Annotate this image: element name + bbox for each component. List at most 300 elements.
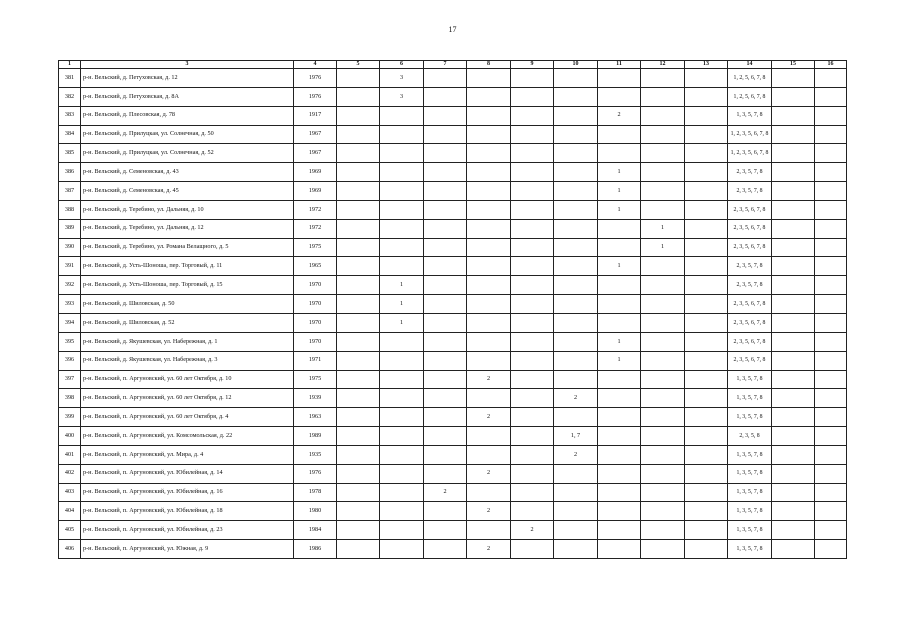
cell-col-8 (467, 427, 511, 446)
cell-col-1: 391 (59, 257, 81, 276)
cell-col-13 (685, 219, 728, 238)
cell-col-7 (424, 295, 467, 314)
cell-col-1: 383 (59, 106, 81, 125)
column-header-16: 16 (815, 61, 847, 69)
table-row (59, 106, 847, 125)
table-header-row (59, 61, 847, 69)
cell-col-7 (424, 257, 467, 276)
cell-col-1: 399 (59, 408, 81, 427)
cell-col-1: 402 (59, 464, 81, 483)
cell-col-10 (554, 87, 598, 106)
table-row (59, 257, 847, 276)
cell-col-15 (772, 483, 815, 502)
cell-col-16 (815, 276, 847, 295)
cell-col-14: 1, 3, 5, 7, 8 (728, 521, 772, 540)
cell-col-14: 2, 3, 5, 7, 8 (728, 163, 772, 182)
cell-col-11 (598, 370, 641, 389)
cell-col-12 (641, 295, 685, 314)
cell-col-14: 2, 3, 5, 7, 8 (728, 182, 772, 201)
cell-col-14: 2, 3, 5, 6, 7, 8 (728, 351, 772, 370)
cell-col-12 (641, 125, 685, 144)
cell-col-4: 1970 (294, 313, 337, 332)
cell-col-11 (598, 69, 641, 88)
cell-col-15 (772, 502, 815, 521)
cell-col-3: р-н. Вельский, п. Аргуновский, ул. Юбилейная, д. 23 (81, 521, 294, 540)
cell-col-3: р-н. Вельский, д. Плесовская, д. 78 (81, 106, 294, 125)
cell-col-3: р-н. Вельский, д. Прилуцкая, ул. Солнечная, д. 50 (81, 125, 294, 144)
cell-col-1: 397 (59, 370, 81, 389)
cell-col-6 (380, 125, 424, 144)
table-row (59, 295, 847, 314)
cell-col-4: 1989 (294, 427, 337, 446)
cell-col-7 (424, 125, 467, 144)
cell-col-15 (772, 313, 815, 332)
column-header-11: 11 (598, 61, 641, 69)
cell-col-9 (511, 332, 554, 351)
cell-col-7 (424, 540, 467, 559)
cell-col-10 (554, 125, 598, 144)
column-header-8: 8 (467, 61, 511, 69)
cell-col-10 (554, 370, 598, 389)
cell-col-9 (511, 483, 554, 502)
cell-col-16 (815, 521, 847, 540)
cell-col-12 (641, 313, 685, 332)
cell-col-4: 1971 (294, 351, 337, 370)
cell-col-8 (467, 69, 511, 88)
cell-col-12 (641, 276, 685, 295)
cell-col-8: 2 (467, 464, 511, 483)
cell-col-10 (554, 295, 598, 314)
cell-col-6 (380, 370, 424, 389)
cell-col-12 (641, 483, 685, 502)
cell-col-6 (380, 163, 424, 182)
cell-col-13 (685, 313, 728, 332)
cell-col-5 (337, 69, 380, 88)
cell-col-1: 390 (59, 238, 81, 257)
cell-col-6 (380, 427, 424, 446)
cell-col-9 (511, 69, 554, 88)
cell-col-6 (380, 144, 424, 163)
page-number: 17 (448, 25, 457, 34)
cell-col-9 (511, 182, 554, 201)
table-row (59, 219, 847, 238)
cell-col-8 (467, 106, 511, 125)
cell-col-7: 2 (424, 483, 467, 502)
cell-col-1: 398 (59, 389, 81, 408)
cell-col-1: 403 (59, 483, 81, 502)
table-row (59, 238, 847, 257)
cell-col-4: 1969 (294, 163, 337, 182)
cell-col-5 (337, 427, 380, 446)
cell-col-8 (467, 125, 511, 144)
cell-col-4: 1976 (294, 69, 337, 88)
cell-col-13 (685, 238, 728, 257)
column-header-1: 1 (59, 61, 81, 69)
cell-col-10 (554, 540, 598, 559)
cell-col-8 (467, 276, 511, 295)
cell-col-11 (598, 408, 641, 427)
cell-col-10 (554, 257, 598, 276)
table-row (59, 445, 847, 464)
cell-col-3: р-н. Вельский, д. Якушевская, ул. Набережная, д. 3 (81, 351, 294, 370)
cell-col-8 (467, 351, 511, 370)
table-row (59, 483, 847, 502)
cell-col-8 (467, 445, 511, 464)
cell-col-16 (815, 69, 847, 88)
cell-col-8 (467, 295, 511, 314)
cell-col-5 (337, 87, 380, 106)
cell-col-12 (641, 370, 685, 389)
cell-col-11 (598, 313, 641, 332)
cell-col-13 (685, 69, 728, 88)
cell-col-5 (337, 408, 380, 427)
cell-col-11 (598, 427, 641, 446)
cell-col-8 (467, 257, 511, 276)
cell-col-16 (815, 389, 847, 408)
cell-col-6 (380, 332, 424, 351)
cell-col-16 (815, 182, 847, 201)
cell-col-12 (641, 351, 685, 370)
cell-col-16 (815, 445, 847, 464)
cell-col-8: 2 (467, 408, 511, 427)
column-header-5: 5 (337, 61, 380, 69)
cell-col-12 (641, 445, 685, 464)
cell-col-15 (772, 106, 815, 125)
cell-col-6 (380, 521, 424, 540)
cell-col-13 (685, 540, 728, 559)
cell-col-16 (815, 502, 847, 521)
cell-col-3: р-н. Вельский, д. Петуховская, д. 12 (81, 69, 294, 88)
cell-col-6 (380, 502, 424, 521)
cell-col-16 (815, 351, 847, 370)
cell-col-5 (337, 144, 380, 163)
cell-col-9 (511, 276, 554, 295)
table-row (59, 540, 847, 559)
cell-col-10: 2 (554, 389, 598, 408)
cell-col-12 (641, 69, 685, 88)
cell-col-10 (554, 163, 598, 182)
cell-col-7 (424, 408, 467, 427)
cell-col-3: р-н. Вельский, п. Аргуновский, ул. 60 лет Октября, д. 4 (81, 408, 294, 427)
cell-col-1: 385 (59, 144, 81, 163)
cell-col-10 (554, 464, 598, 483)
cell-col-12 (641, 389, 685, 408)
cell-col-13 (685, 182, 728, 201)
cell-col-14: 1, 2, 3, 5, 6, 7, 8 (728, 125, 772, 144)
cell-col-11 (598, 521, 641, 540)
cell-col-10 (554, 351, 598, 370)
cell-col-11 (598, 389, 641, 408)
cell-col-10 (554, 313, 598, 332)
cell-col-4: 1970 (294, 332, 337, 351)
cell-col-9 (511, 163, 554, 182)
cell-col-4: 1975 (294, 370, 337, 389)
cell-col-3: р-н. Вельский, д. Теребино, ул. Романа Велащного, д. 5 (81, 238, 294, 257)
cell-col-13 (685, 389, 728, 408)
cell-col-3: р-н. Вельский, д. Теребино, ул. Дальняя, д. 12 (81, 219, 294, 238)
cell-col-4: 1969 (294, 182, 337, 201)
cell-col-3: р-н. Вельский, п. Аргуновский, ул. 60 лет Октября, д. 12 (81, 389, 294, 408)
cell-col-12 (641, 87, 685, 106)
cell-col-8 (467, 182, 511, 201)
cell-col-9 (511, 125, 554, 144)
cell-col-14: 1, 3, 5, 7, 8 (728, 408, 772, 427)
cell-col-14: 2, 3, 5, 8 (728, 427, 772, 446)
cell-col-12 (641, 200, 685, 219)
cell-col-15 (772, 276, 815, 295)
cell-col-3: р-н. Вельский, д. Шиловская, д. 50 (81, 295, 294, 314)
cell-col-12: 1 (641, 238, 685, 257)
table-row (59, 389, 847, 408)
cell-col-10 (554, 483, 598, 502)
column-header-9: 9 (511, 61, 554, 69)
cell-col-16 (815, 200, 847, 219)
cell-col-5 (337, 389, 380, 408)
table-row (59, 464, 847, 483)
cell-col-11 (598, 125, 641, 144)
cell-col-3: р-н. Вельский, п. Аргуновский, ул. Комсомольская, д. 22 (81, 427, 294, 446)
cell-col-14: 1, 3, 5, 7, 8 (728, 483, 772, 502)
cell-col-10 (554, 200, 598, 219)
cell-col-11 (598, 464, 641, 483)
table-row (59, 276, 847, 295)
cell-col-15 (772, 69, 815, 88)
cell-col-3: р-н. Вельский, п. Аргуновский, ул. Юбилейная, д. 14 (81, 464, 294, 483)
cell-col-6 (380, 389, 424, 408)
cell-col-13 (685, 163, 728, 182)
cell-col-7 (424, 182, 467, 201)
cell-col-11 (598, 87, 641, 106)
cell-col-5 (337, 313, 380, 332)
cell-col-13 (685, 106, 728, 125)
cell-col-4: 1970 (294, 295, 337, 314)
table-row (59, 125, 847, 144)
cell-col-9 (511, 464, 554, 483)
cell-col-10 (554, 182, 598, 201)
cell-col-1: 392 (59, 276, 81, 295)
cell-col-11 (598, 540, 641, 559)
cell-col-3: р-н. Вельский, п. Аргуновский, ул. Южная, д. 9 (81, 540, 294, 559)
cell-col-9 (511, 445, 554, 464)
cell-col-9 (511, 313, 554, 332)
cell-col-4: 1980 (294, 502, 337, 521)
cell-col-13 (685, 257, 728, 276)
cell-col-11 (598, 238, 641, 257)
cell-col-13 (685, 125, 728, 144)
cell-col-12 (641, 540, 685, 559)
cell-col-4: 1972 (294, 219, 337, 238)
table-row (59, 200, 847, 219)
cell-col-14: 2, 3, 5, 6, 7, 8 (728, 200, 772, 219)
cell-col-3: р-н. Вельский, д. Якушевская, ул. Набережная, д. 1 (81, 332, 294, 351)
cell-col-5 (337, 445, 380, 464)
cell-col-16 (815, 106, 847, 125)
cell-col-8 (467, 219, 511, 238)
cell-col-5 (337, 332, 380, 351)
cell-col-1: 395 (59, 332, 81, 351)
cell-col-11: 1 (598, 200, 641, 219)
table-row (59, 427, 847, 446)
table-row (59, 332, 847, 351)
cell-col-4: 1970 (294, 276, 337, 295)
cell-col-16 (815, 295, 847, 314)
cell-col-3: р-н. Вельский, д. Семеновская, д. 43 (81, 163, 294, 182)
cell-col-5 (337, 483, 380, 502)
cell-col-8 (467, 200, 511, 219)
cell-col-12 (641, 464, 685, 483)
cell-col-11: 1 (598, 351, 641, 370)
cell-col-4: 1965 (294, 257, 337, 276)
cell-col-12 (641, 163, 685, 182)
cell-col-6 (380, 445, 424, 464)
cell-col-16 (815, 87, 847, 106)
table-row (59, 182, 847, 201)
cell-col-7 (424, 200, 467, 219)
cell-col-9: 2 (511, 521, 554, 540)
table-row (59, 313, 847, 332)
cell-col-15 (772, 144, 815, 163)
cell-col-8 (467, 332, 511, 351)
cell-col-15 (772, 408, 815, 427)
cell-col-1: 393 (59, 295, 81, 314)
cell-col-16 (815, 257, 847, 276)
cell-col-1: 396 (59, 351, 81, 370)
cell-col-5 (337, 295, 380, 314)
cell-col-4: 1984 (294, 521, 337, 540)
cell-col-14: 2, 3, 5, 6, 7, 8 (728, 219, 772, 238)
cell-col-9 (511, 540, 554, 559)
cell-col-9 (511, 144, 554, 163)
cell-col-15 (772, 464, 815, 483)
column-header-10: 10 (554, 61, 598, 69)
cell-col-6 (380, 219, 424, 238)
column-header-12: 12 (641, 61, 685, 69)
cell-col-7 (424, 313, 467, 332)
cell-col-11 (598, 144, 641, 163)
cell-col-4: 1986 (294, 540, 337, 559)
table-row (59, 502, 847, 521)
cell-col-10 (554, 238, 598, 257)
cell-col-14: 2, 3, 5, 6, 7, 8 (728, 238, 772, 257)
cell-col-15 (772, 238, 815, 257)
cell-col-13 (685, 370, 728, 389)
column-header-7: 7 (424, 61, 467, 69)
cell-col-16 (815, 464, 847, 483)
cell-col-4: 1976 (294, 464, 337, 483)
cell-col-9 (511, 238, 554, 257)
cell-col-9 (511, 427, 554, 446)
cell-col-16 (815, 540, 847, 559)
cell-col-7 (424, 370, 467, 389)
cell-col-4: 1935 (294, 445, 337, 464)
cell-col-11: 1 (598, 332, 641, 351)
cell-col-13 (685, 295, 728, 314)
table-row (59, 69, 847, 88)
cell-col-6: 3 (380, 87, 424, 106)
cell-col-15 (772, 125, 815, 144)
cell-col-13 (685, 521, 728, 540)
cell-col-1: 384 (59, 125, 81, 144)
cell-col-16 (815, 332, 847, 351)
cell-col-9 (511, 295, 554, 314)
table-row (59, 351, 847, 370)
cell-col-5 (337, 540, 380, 559)
cell-col-16 (815, 144, 847, 163)
cell-col-1: 401 (59, 445, 81, 464)
cell-col-3: р-н. Вельский, п. Аргуновский, ул. Мира, д. 4 (81, 445, 294, 464)
table-row (59, 87, 847, 106)
cell-col-3: р-н. Вельский, д. Теребино, ул. Дальняя, д. 10 (81, 200, 294, 219)
cell-col-9 (511, 502, 554, 521)
cell-col-5 (337, 163, 380, 182)
cell-col-6 (380, 238, 424, 257)
cell-col-15 (772, 257, 815, 276)
cell-col-16 (815, 370, 847, 389)
cell-col-11: 1 (598, 257, 641, 276)
cell-col-1: 404 (59, 502, 81, 521)
cell-col-1: 388 (59, 200, 81, 219)
cell-col-1: 405 (59, 521, 81, 540)
cell-col-1: 382 (59, 87, 81, 106)
cell-col-6 (380, 106, 424, 125)
cell-col-16 (815, 125, 847, 144)
cell-col-16 (815, 313, 847, 332)
cell-col-6 (380, 200, 424, 219)
cell-col-9 (511, 106, 554, 125)
cell-col-11 (598, 295, 641, 314)
cell-col-10 (554, 332, 598, 351)
cell-col-5 (337, 257, 380, 276)
cell-col-10 (554, 521, 598, 540)
cell-col-1: 394 (59, 313, 81, 332)
cell-col-12 (641, 521, 685, 540)
cell-col-6 (380, 540, 424, 559)
cell-col-13 (685, 408, 728, 427)
cell-col-12 (641, 332, 685, 351)
cell-col-15 (772, 370, 815, 389)
cell-col-4: 1939 (294, 389, 337, 408)
cell-col-14: 1, 3, 5, 7, 8 (728, 540, 772, 559)
cell-col-16 (815, 163, 847, 182)
cell-col-9 (511, 219, 554, 238)
cell-col-5 (337, 276, 380, 295)
cell-col-5 (337, 521, 380, 540)
cell-col-4: 1978 (294, 483, 337, 502)
cell-col-14: 1, 2, 5, 6, 7, 8 (728, 69, 772, 88)
cell-col-7 (424, 332, 467, 351)
cell-col-14: 1, 3, 5, 7, 8 (728, 389, 772, 408)
cell-col-8 (467, 483, 511, 502)
cell-col-1: 387 (59, 182, 81, 201)
cell-col-11: 2 (598, 106, 641, 125)
cell-col-4: 1967 (294, 144, 337, 163)
cell-col-12 (641, 106, 685, 125)
cell-col-4: 1963 (294, 408, 337, 427)
cell-col-8 (467, 87, 511, 106)
cell-col-15 (772, 389, 815, 408)
cell-col-13 (685, 144, 728, 163)
cell-col-14: 2, 3, 5, 6, 7, 8 (728, 295, 772, 314)
cell-col-16 (815, 427, 847, 446)
cell-col-16 (815, 483, 847, 502)
cell-col-15 (772, 540, 815, 559)
cell-col-13 (685, 502, 728, 521)
cell-col-6: 1 (380, 313, 424, 332)
cell-col-4: 1967 (294, 125, 337, 144)
cell-col-10 (554, 502, 598, 521)
cell-col-10: 1, 7 (554, 427, 598, 446)
cell-col-3: р-н. Вельский, д. Усть-Шоноша, пер. Торговый, д. 15 (81, 276, 294, 295)
